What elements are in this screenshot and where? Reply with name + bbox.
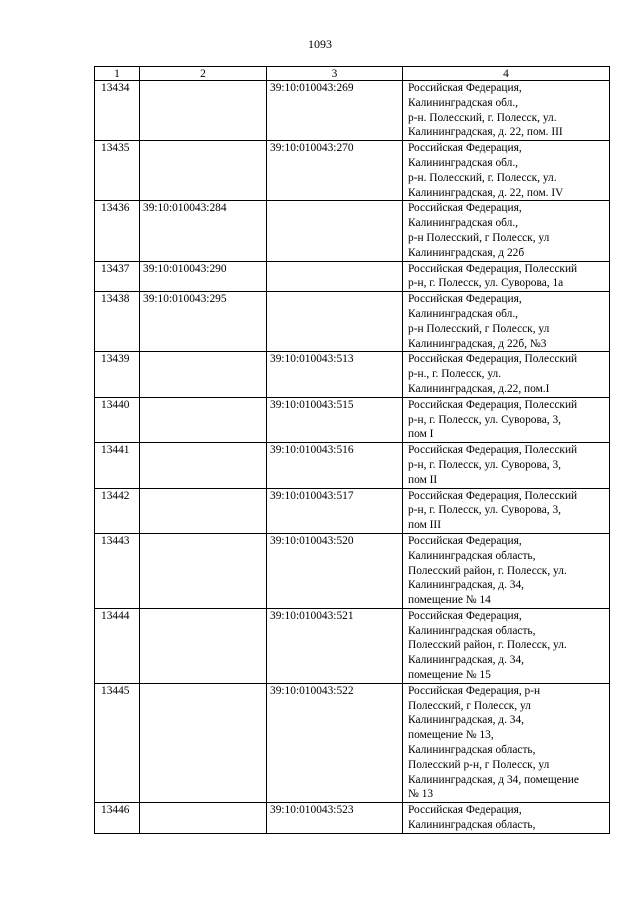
table-row (95, 533, 610, 608)
cadastral-number-col3-cell (267, 292, 403, 352)
cadastral-number-col2-cell (140, 397, 267, 442)
address-cell: Российская Федерация, Калининградская область, Полесский район, г. Полесск, ул. Калининградская, д. 34, помещение № 15 (403, 608, 610, 683)
column-header-3: 3 (267, 67, 403, 81)
address-cell: Российская Федерация, Калининградская обл., р-н Полесский, г Полесск, ул Калининградская, д 22б (403, 201, 610, 261)
address-cell: Российская Федерация, Полесский р-н, г. Полесск, ул. Суворова, 3, пом II (403, 443, 610, 488)
address-cell: Российская Федерация, Полесский р-н, г. Полесск, ул. Суворова, 1а (403, 261, 610, 292)
row-number-cell: 13438 (95, 292, 140, 352)
row-number-cell: 13446 (95, 803, 140, 834)
row-number-cell: 13441 (95, 443, 140, 488)
cadastral-number-col2-cell (140, 352, 267, 397)
table-row (95, 352, 610, 397)
table-row (95, 683, 610, 802)
address-cell: Российская Федерация, Полесский р-н., г. Полесск, ул. Калининградская, д.22, пом.I (403, 352, 610, 397)
table-row (95, 261, 610, 292)
address-cell: Российская Федерация, Калининградская обл., р-н. Полесский, г. Полесск, ул. Калининградская, д. 22, пом. IV (403, 141, 610, 201)
cadastral-number-col3-cell (267, 261, 403, 292)
row-number-cell: 13435 (95, 141, 140, 201)
registry-table (94, 66, 610, 834)
cadastral-number-col3-cell: 39:10:010043:520 (267, 533, 403, 608)
address-cell: Российская Федерация, Калининградская область, Полесский район, г. Полесск, ул. Калининградская, д. 34, помещение № 14 (403, 533, 610, 608)
cadastral-number-col2-cell (140, 608, 267, 683)
cadastral-number-col3-cell: 39:10:010043:515 (267, 397, 403, 442)
cadastral-number-col2-cell (140, 141, 267, 201)
cadastral-number-col2-cell (140, 533, 267, 608)
cadastral-number-col2-cell (140, 803, 267, 834)
page-number: 1093 (308, 37, 332, 51)
row-number-cell: 13434 (95, 81, 140, 141)
row-number-cell: 13440 (95, 397, 140, 442)
row-number-cell: 13443 (95, 533, 140, 608)
table-row (95, 201, 610, 261)
address-cell: Российская Федерация, Полесский р-н, г. Полесск, ул. Суворова, 3, пом III (403, 488, 610, 533)
address-cell: Российская Федерация, р-н Полесский, г Полесск, ул Калининградская, д. 34, помещение № 13, Калининградская область, Полесский р-н, г Полесск, ул Калининградская, д 34, помещение № 13 (403, 683, 610, 802)
cadastral-number-col3-cell: 39:10:010043:517 (267, 488, 403, 533)
row-number-cell: 13437 (95, 261, 140, 292)
table-row (95, 81, 610, 141)
cadastral-number-col3-cell: 39:10:010043:269 (267, 81, 403, 141)
table-row (95, 443, 610, 488)
address-cell: Российская Федерация, Калининградская область, (403, 803, 610, 834)
cadastral-number-col3-cell: 39:10:010043:522 (267, 683, 403, 802)
cadastral-number-col2-cell (140, 81, 267, 141)
cadastral-number-col3-cell: 39:10:010043:521 (267, 608, 403, 683)
cadastral-number-col3-cell (267, 201, 403, 261)
address-cell: Российская Федерация, Калининградская обл., р-н. Полесский, г. Полесск, ул. Калининградская, д. 22, пом. III (403, 81, 610, 141)
cadastral-number-col3-cell: 39:10:010043:523 (267, 803, 403, 834)
row-number-cell: 13439 (95, 352, 140, 397)
cadastral-number-col2-cell: 39:10:010043:284 (140, 201, 267, 261)
table-row (95, 141, 610, 201)
column-header-1: 1 (95, 67, 140, 81)
cadastral-number-col2-cell: 39:10:010043:290 (140, 261, 267, 292)
cadastral-number-col2-cell (140, 443, 267, 488)
row-number-cell: 13444 (95, 608, 140, 683)
row-number-cell: 13436 (95, 201, 140, 261)
row-number-cell: 13442 (95, 488, 140, 533)
table-row (95, 292, 610, 352)
cadastral-number-col2-cell (140, 683, 267, 802)
cadastral-number-col2-cell: 39:10:010043:295 (140, 292, 267, 352)
table-row (95, 488, 610, 533)
cadastral-number-col3-cell: 39:10:010043:513 (267, 352, 403, 397)
cadastral-number-col2-cell (140, 488, 267, 533)
cadastral-number-col3-cell: 39:10:010043:270 (267, 141, 403, 201)
table-row (95, 803, 610, 834)
table-row (95, 608, 610, 683)
address-cell: Российская Федерация, Полесский р-н, г. Полесск, ул. Суворова, 3, пом I (403, 397, 610, 442)
table-row (95, 397, 610, 442)
cadastral-number-col3-cell: 39:10:010043:516 (267, 443, 403, 488)
column-header-4: 4 (403, 67, 610, 81)
address-cell: Российская Федерация, Калининградская обл., р-н Полесский, г Полесск, ул Калининградская, д 22б, №3 (403, 292, 610, 352)
column-header-2: 2 (140, 67, 267, 81)
table-header-row (95, 67, 610, 81)
row-number-cell: 13445 (95, 683, 140, 802)
